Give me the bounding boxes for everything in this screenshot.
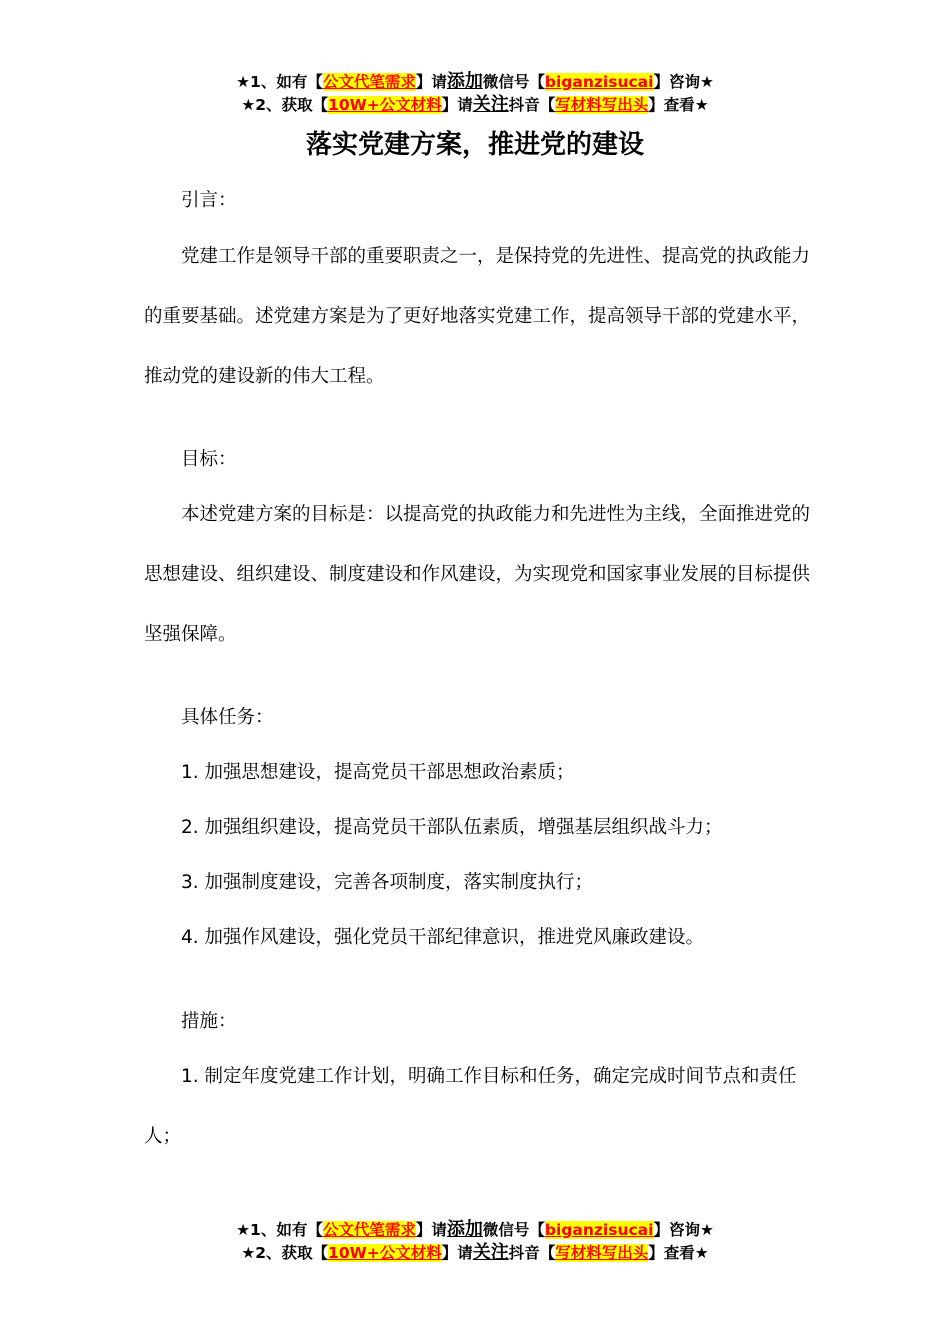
star-icon: ★ (241, 96, 256, 114)
banner-text: 1、如有【 (250, 73, 323, 91)
highlight-materials: 10W+公文材料 (328, 96, 442, 114)
star-icon: ★ (241, 1244, 256, 1262)
banner-text: 】咨询★ (653, 73, 714, 91)
bottom-banner (0, 1218, 950, 1264)
banner-line-1 (0, 70, 950, 93)
star-icon: ★ (236, 73, 251, 91)
task-item: 2. 加强组织建设，提高党员干部队伍素质，增强基层组织战斗力； (181, 817, 723, 838)
highlight-materials: 10W+公文材料 (328, 1244, 442, 1262)
top-banner (0, 70, 950, 116)
banner-text: 微信号【 (482, 1221, 545, 1239)
task-item: 4. 加强作风建设，强化党员干部纪律意识，推进党风廉政建设。 (181, 927, 705, 948)
banner-text: 】咨询★ (653, 1221, 714, 1239)
goal-paragraph: 本述党建方案的目标是：以提高党的执政能力和先进性为主线，全面推进党的思想建设、组织建设、制度建设和作风建设，为实现党和国家事业发展的目标提供坚强保障。 (144, 504, 811, 645)
banner-text: 】请 (415, 73, 447, 91)
highlight-douyin-account: 写材料写出头 (555, 96, 649, 114)
banner-line-2 (0, 93, 950, 116)
highlight-service: 公文代笔需求 (322, 73, 416, 91)
banner-text: 抖音【 (508, 1244, 556, 1262)
star-icon: ★ (236, 1221, 251, 1239)
measures-heading: 措施： (181, 1011, 237, 1032)
banner-text: 微信号【 (482, 73, 545, 91)
banner-emphasis: 关注 (472, 1242, 509, 1263)
banner-text: 】请 (441, 96, 473, 114)
banner-text: 1、如有【 (250, 1221, 323, 1239)
banner-emphasis: 添加 (446, 71, 483, 92)
banner-line-2 (0, 1241, 950, 1264)
task-item: 3. 加强制度建设，完善各项制度，落实制度执行； (181, 872, 594, 893)
banner-text: 】请 (415, 1221, 447, 1239)
banner-text: 】查看★ (648, 1244, 709, 1262)
intro-heading: 引言： (181, 190, 237, 211)
highlight-wechat-id: biganzisucai (544, 1221, 654, 1239)
measure-item: 1. 制定年度党建工作计划，明确工作目标和任务，确定完成时间节点和责任人； (144, 1066, 797, 1147)
task-item: 1. 加强思想建设，提高党员干部思想政治素质； (181, 762, 575, 783)
intro-paragraph: 党建工作是领导干部的重要职责之一，是保持党的先进性、提高党的执政能力的重要基础。述党建方案是为了更好地落实党建工作，提高领导干部的党建水平，推动党的建设新的伟大工程。 (144, 246, 811, 387)
banner-text: 2、获取【 (255, 96, 329, 114)
tasks-heading: 具体任务： (181, 707, 274, 728)
document-title: 落实党建方案，推进党的建设 (305, 130, 644, 160)
highlight-douyin-account: 写材料写出头 (555, 1244, 649, 1262)
banner-text: 】查看★ (648, 96, 709, 114)
highlight-service: 公文代笔需求 (322, 1221, 416, 1239)
banner-text: 】请 (441, 1244, 473, 1262)
banner-text: 2、获取【 (255, 1244, 329, 1262)
goal-heading: 目标： (181, 449, 237, 470)
banner-line-1 (0, 1218, 950, 1241)
banner-emphasis: 添加 (446, 1219, 483, 1240)
banner-text: 抖音【 (508, 96, 556, 114)
highlight-wechat-id: biganzisucai (544, 73, 654, 91)
banner-emphasis: 关注 (472, 94, 509, 115)
